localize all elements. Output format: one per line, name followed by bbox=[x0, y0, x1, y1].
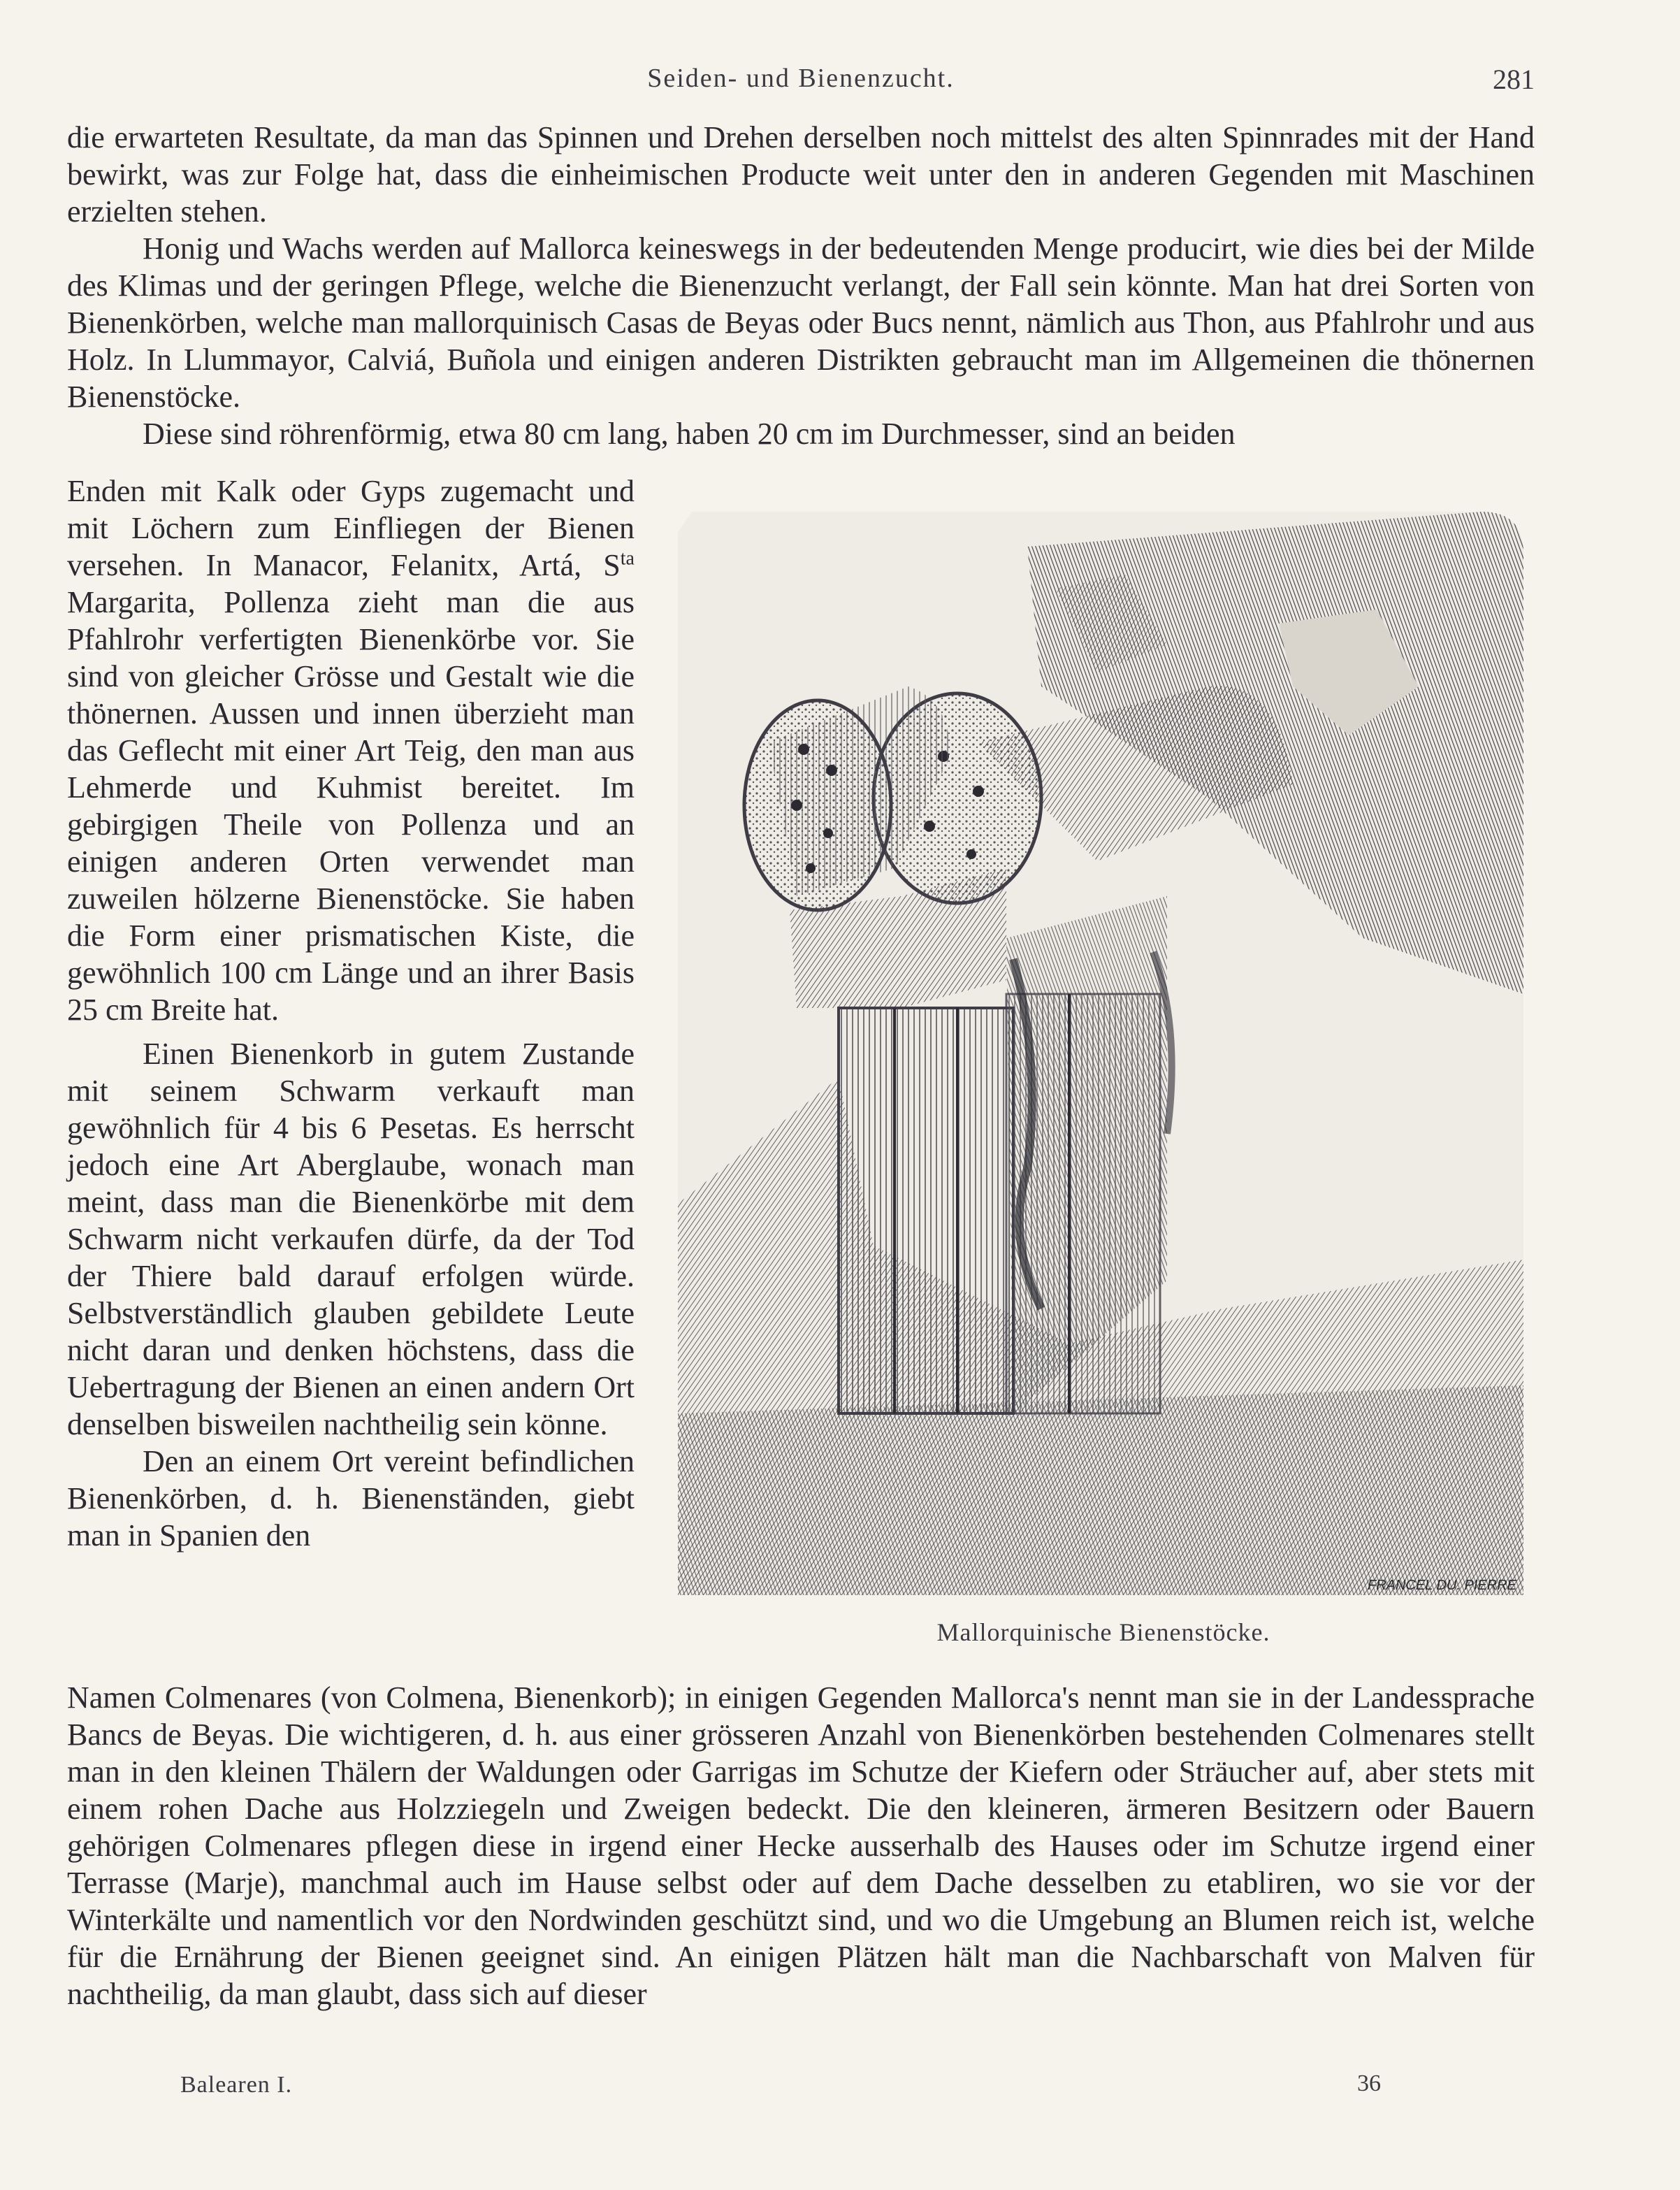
wooden-box-hive bbox=[790, 868, 1167, 1413]
paragraph-5-continued: Namen Colmenares (von Colmena, Bienenkorb); in einigen Gegenden Mallorca's nennt man sie in der Landessprache Bancs de Beyas. Die wichtigeren, d. h. aus einer grösseren Anzahl von Bienenkörben bestehenden Colmenares stellt man in den kleinen Thälern der Waldungen oder Garrigas im Schutze der Kiefern oder Sträucher auf, aber stets mit einem rohen Dache aus Holzziegeln und Zweigen bedeckt. Die den kleineren, ärmeren Besitzern oder Bauern gehörigen Colmenares pflegen diese in irgend einer Hecke ausserhalb des Hauses oder im Schutze irgend einer Terrasse (Marje), manchmal auch im Hause selbst oder auf dem Dache desselben zu etabliren, wo sie vor der Winterkälte und namentlich vor den Nordwinden geschützt sind, und wo die Umgebung an Blumen reich ist, welche für die Ernährung der Bienen geeignet sind. An einigen Plätzen hält man die Nachbarschaft von Malven für nachtheilig, da man glaubt, dass sich auf dieser bbox=[67, 1680, 1535, 2011]
paragraph-5-column: Den an einem Ort vereint befindlichen Bienenkörben, d. h. Bienenständen, giebt man in Spanien den bbox=[67, 1444, 635, 1553]
paragraph-4: Einen Bienenkorb in gutem Zustande mit seinem Schwarm verkauft man gewöhnlich für 4 bis 6 Pesetas. Es herrscht jedoch eine Art Aberglaube, wonach man meint, dass man die Bienenkörbe mit dem Schwarm nicht verkaufen dürfe, da der Tod der Thiere bald darauf erfolgen würde. Selbstverständlich glauben gebildete Leute nicht daran und denken höchstens, dass die Uebertragung der Bienen an einen andern Ort denselben bisweilen nachtheilig sein könne. bbox=[67, 1037, 635, 1441]
running-header bbox=[67, 63, 1535, 98]
paragraph-1: die erwarteten Resultate, da man das Spinnen und Drehen derselben noch mittelst des alten Spinnrades mit der Hand bewirkt, was zur Folge hat, dass die einheimischen Producte weit unter den in anderen Gegenden mit Maschinen erzielten stehen. bbox=[67, 120, 1535, 229]
engraver-signature: FRANCEL DU. PIERRE bbox=[1367, 1578, 1516, 1593]
running-title: Seiden- und Bienenzucht. bbox=[647, 64, 955, 93]
foreground-shadow bbox=[678, 1385, 1523, 1595]
engraving-figure bbox=[678, 505, 1529, 1609]
bottom-text-block bbox=[67, 1679, 1535, 2012]
footer-signature-mark: 36 bbox=[1357, 2070, 1381, 2096]
top-text-block bbox=[67, 119, 1535, 452]
paragraph-3-text-b: Margarita, Pollenza zieht man die aus Pfahlrohr verfertigten Bienenkörbe vor. Sie sind von gleicher Grösse und Gestalt wie die thönernen. Aussen und innen überzieht man das Geflecht mit einer Art Teig, den man aus Lehmerde und Kuhmist bereitet. Im gebirgigen Theile von Pollenza und an einigen anderen Orten verwendet man zuweilen hölzerne Bienenstöcke. Sie haben die Form einer prismatischen Kiste, die gewöhnlich 100 cm Länge und an ihrer Basis 25 cm Breite hat. bbox=[67, 585, 635, 1027]
paragraph-3-lead: Diese sind röhrenförmig, etwa 80 cm lang, haben 20 cm im Durchmesser, sind an beiden bbox=[143, 417, 1236, 451]
paragraph-2: Honig und Wachs werden auf Mallorca keineswegs in der bedeutenden Menge producirt, wie dies bei der Milde des Klimas und der geringen Pflege, welche die Bienenzucht verlangt, der Fall sein könnte. Man hat drei Sorten von Bienenkörben, welche man mallorquinisch Casas de Beyas oder Bucs nennt, nämlich aus Thon, aus Pfahlrohr und aus Holz. In Llummayor, Calviá, Buñola und einigen anderen Distrikten gebraucht man im Allgemeinen die thönernen Bienenstöcke. bbox=[67, 231, 1535, 414]
beehive-engraving bbox=[678, 505, 1529, 1609]
figure-caption: Mallorquinische Bienenstöcke. bbox=[936, 1618, 1270, 1646]
paragraph-3-text-a: Enden mit Kalk oder Gyps zugemacht und mit Löchern zum Einfliegen der Bienen versehen. In Manacor, Felanitx, Artá, S bbox=[67, 474, 635, 582]
superscript-ta: ta bbox=[620, 547, 635, 570]
left-column-text bbox=[67, 473, 635, 1554]
paragraph-3-column bbox=[67, 473, 635, 1028]
page-number: 281 bbox=[1493, 64, 1535, 95]
footer-volume: Balearen I. bbox=[180, 2072, 293, 2098]
